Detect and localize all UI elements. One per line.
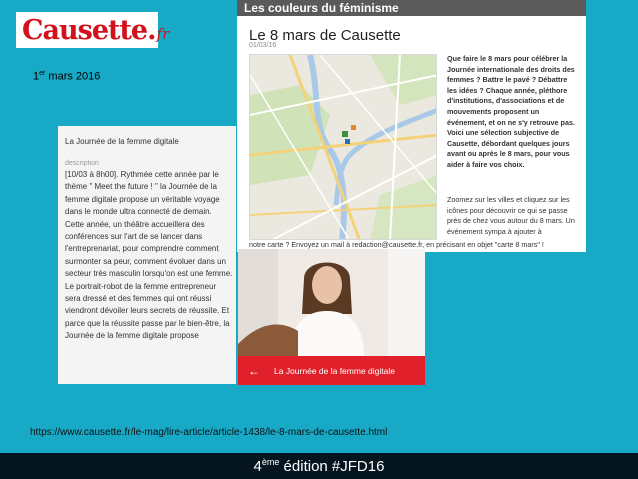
- contact-line: notre carte ? Envoyez un mail à redaction@causette.fr, en précisant en objet "carte 8 mars" !: [249, 240, 544, 249]
- footer-text: [254, 457, 385, 475]
- footer-ordinal-suffix: ème: [261, 457, 280, 467]
- page-header-title: Les couleurs du féminisme: [244, 1, 399, 15]
- slide-date: [33, 70, 100, 83]
- arrow-left-icon[interactable]: ←: [248, 363, 260, 378]
- logo-main: Causette: [22, 14, 148, 46]
- page-title: Le 8 mars de Causette: [249, 27, 401, 44]
- logo-dot: .: [147, 14, 157, 46]
- article-body: [10/03 à 8h00]. Rythmée cette année par le thème " Meet the future ! " la Journée de la femme digitale propose un véritable voyage dans le monde ultra connecté de demain. Cette année, un théâtre accueillera des conférences sur l'art de se lancer dans l'entreprenariat, pour comprendre comment surmonter sa peur, comment évoluer dans un secteur très masculin lorsqu'on est une femme. Le portrait-robot de la femme entrepreneur sera dressé et des femmes qui ont réussi viendront dévoiler leurs secrets de réussite. Et parce que la réussite passe par le bien-être, la Journée de la femme digitale propose: [65, 170, 233, 341]
- footer-edition: édition #JFD16: [279, 458, 385, 475]
- date-day: 1: [33, 70, 40, 83]
- footer-ordinal-number: 4: [253, 458, 262, 475]
- footer-bar: [0, 453, 638, 479]
- photo-card-bar[interactable]: [238, 356, 425, 385]
- logo-suffix: fr: [156, 25, 170, 43]
- article-label: description: [65, 160, 99, 167]
- article-title: La Journée de la femme digitale: [65, 137, 179, 146]
- source-url[interactable]: https://www.causette.fr/le-mag/lire-article/article-1438/le-8-mars-de-causette.html: [30, 427, 388, 438]
- page-date: 01/03/16: [249, 42, 277, 49]
- page-header: [237, 0, 586, 16]
- intro-text: Que faire le 8 mars pour célébrer la Journée internationale des droits des femmes ? Battre le pavé ? Débattre les idées ? Chaque année, pléthore d'institutions, d'associations et de mouvements proposent un événement, et on ne s'y retrouve pas. Voici une sélection subjective de Causette, débordant quelques jours avant ou après le 8 mars, pour vous aider à faire vos choix.: [447, 54, 575, 169]
- event-map[interactable]: [249, 54, 437, 240]
- causette-page-screenshot: [237, 0, 586, 252]
- event-photo-card: [238, 249, 425, 385]
- photo-card-label: La Journée de la femme digitale: [274, 365, 395, 376]
- event-article-panel: [58, 126, 236, 384]
- instructions-text: Zoomez sur les villes et cliquez sur les icônes pour découvrir ce qui se passe près de chez vous autour du 8 mars. Un événement sympa à ajouter à: [447, 195, 575, 236]
- date-rest: mars 2016: [45, 70, 101, 83]
- date-ordinal: er: [39, 70, 46, 77]
- causette-logo: [16, 12, 170, 48]
- woman-photo: [238, 249, 425, 356]
